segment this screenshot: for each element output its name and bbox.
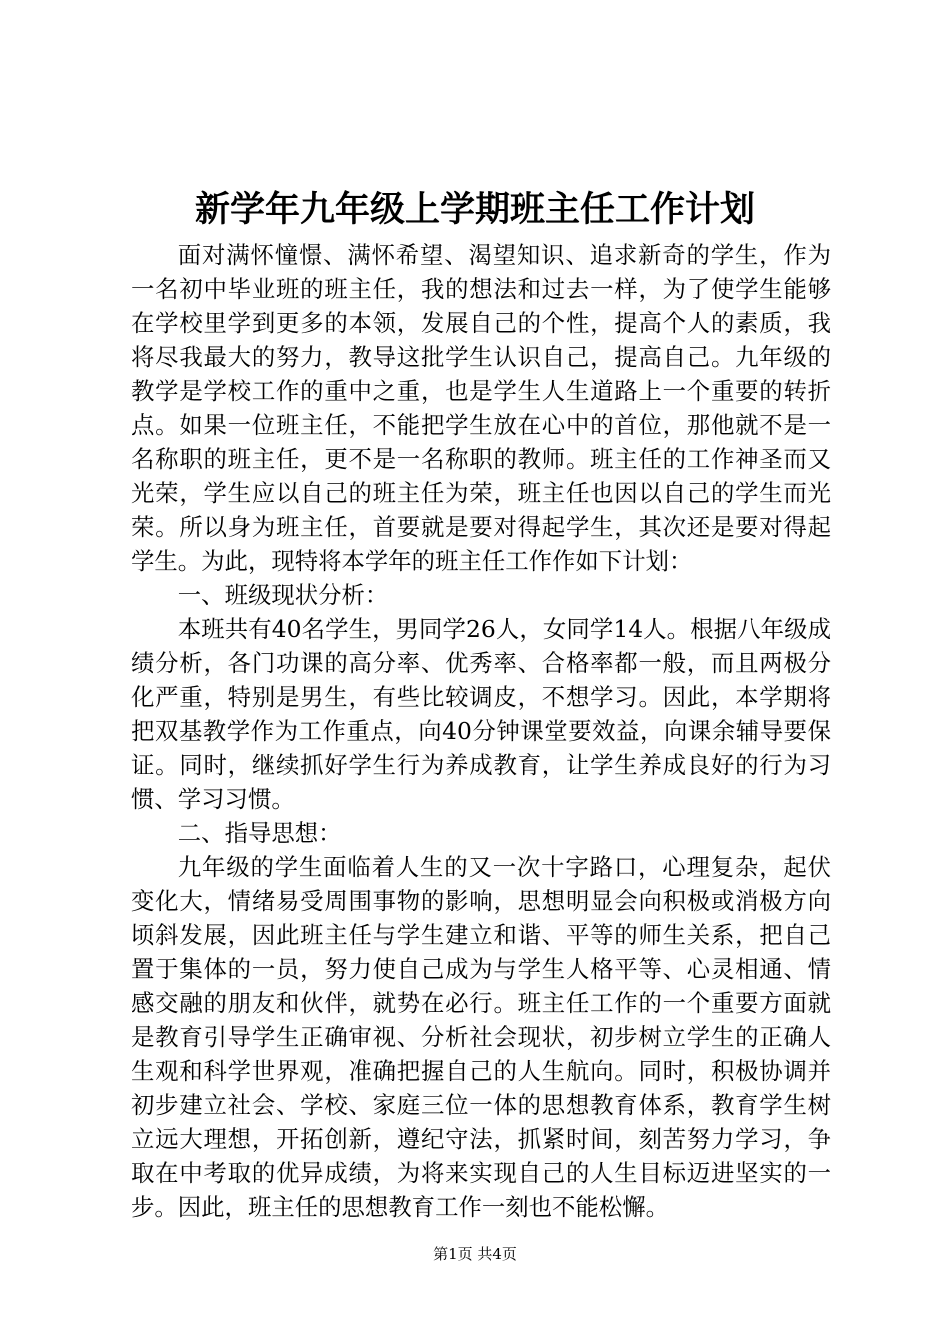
document-title: 新学年九年级上学期班主任工作计划 <box>194 189 755 230</box>
section-heading-guiding-ideology: 二、指导思想： <box>177 819 342 847</box>
page-indicator: 第1页 共4页 <box>433 1245 517 1263</box>
class-status-paragraph: 本班共有40名学生，男同学26人，女同学14人。根据八年级成绩分析，各门功课的高分率、优秀率、合格率都一般，而且两极分化严重，特别是男生，有些比较调皮，不想学习。因此，本学期将把双基教学作为工作重点，向40分钟课堂要效益，向课余辅导要保证。同时，继续抓好学生行为养成教育，让学生养成良好的行为习惯、学习习惯。 <box>131 615 831 813</box>
document-body <box>131 238 831 1224</box>
guiding-ideology-paragraph: 九年级的学生面临着人生的又一次十字路口，心理复杂，起伏变化大，情绪易受周围事物的影响，思想明显会向积极或消极方向顷斜发展，因此班主任与学生建立和谐、平等的师生关系，把自己置于集体的一员，努力使自己成为与学生人格平等、心灵相通、情感交融的朋友和伙伴，就势在必行。班主任工作的一个重要方面就是教育引导学生正确审视、分析社会现状，初步树立学生的正确人生观和科学世界观，准确把握自己的人生航向。同时，积极协调并初步建立社会、学校、家庭三位一体的思想教育体系，教育学生树立远大理想，开拓创新，遵纪守法，抓紧时间，刻苦努力学习，争取在中考取的优异成绩，为将来实现自己的人生目标迈进坚实的一步。因此，班主任的思想教育工作一刻也不能松懈。 <box>131 853 831 1221</box>
intro-paragraph: 面对满怀憧憬、满怀希望、渴望知识、追求新奇的学生，作为一名初中毕业班的班主任，我的想法和过去一样，为了使学生能够在学校里学到更多的本领，发展自己的个性，提高个人的素质，我将尽我最大的努力，教导这批学生认识自己，提高自己。九年级的教学是学校工作的重中之重，也是学生人生道路上一个重要的转折点。如果一位班主任，不能把学生放在心中的首位，那他就不是一名称职的班主任，更不是一名称职的教师。班主任的工作神圣而又光荣，学生应以自己的班主任为荣，班主任也因以自己的学生而光荣。所以身为班主任，首要就是要对得起学生，其次还是要对得起学生。为此，现特将本学年的班主任工作作如下计划： <box>131 241 831 575</box>
section-heading-class-status: 一、班级现状分析： <box>177 581 389 609</box>
